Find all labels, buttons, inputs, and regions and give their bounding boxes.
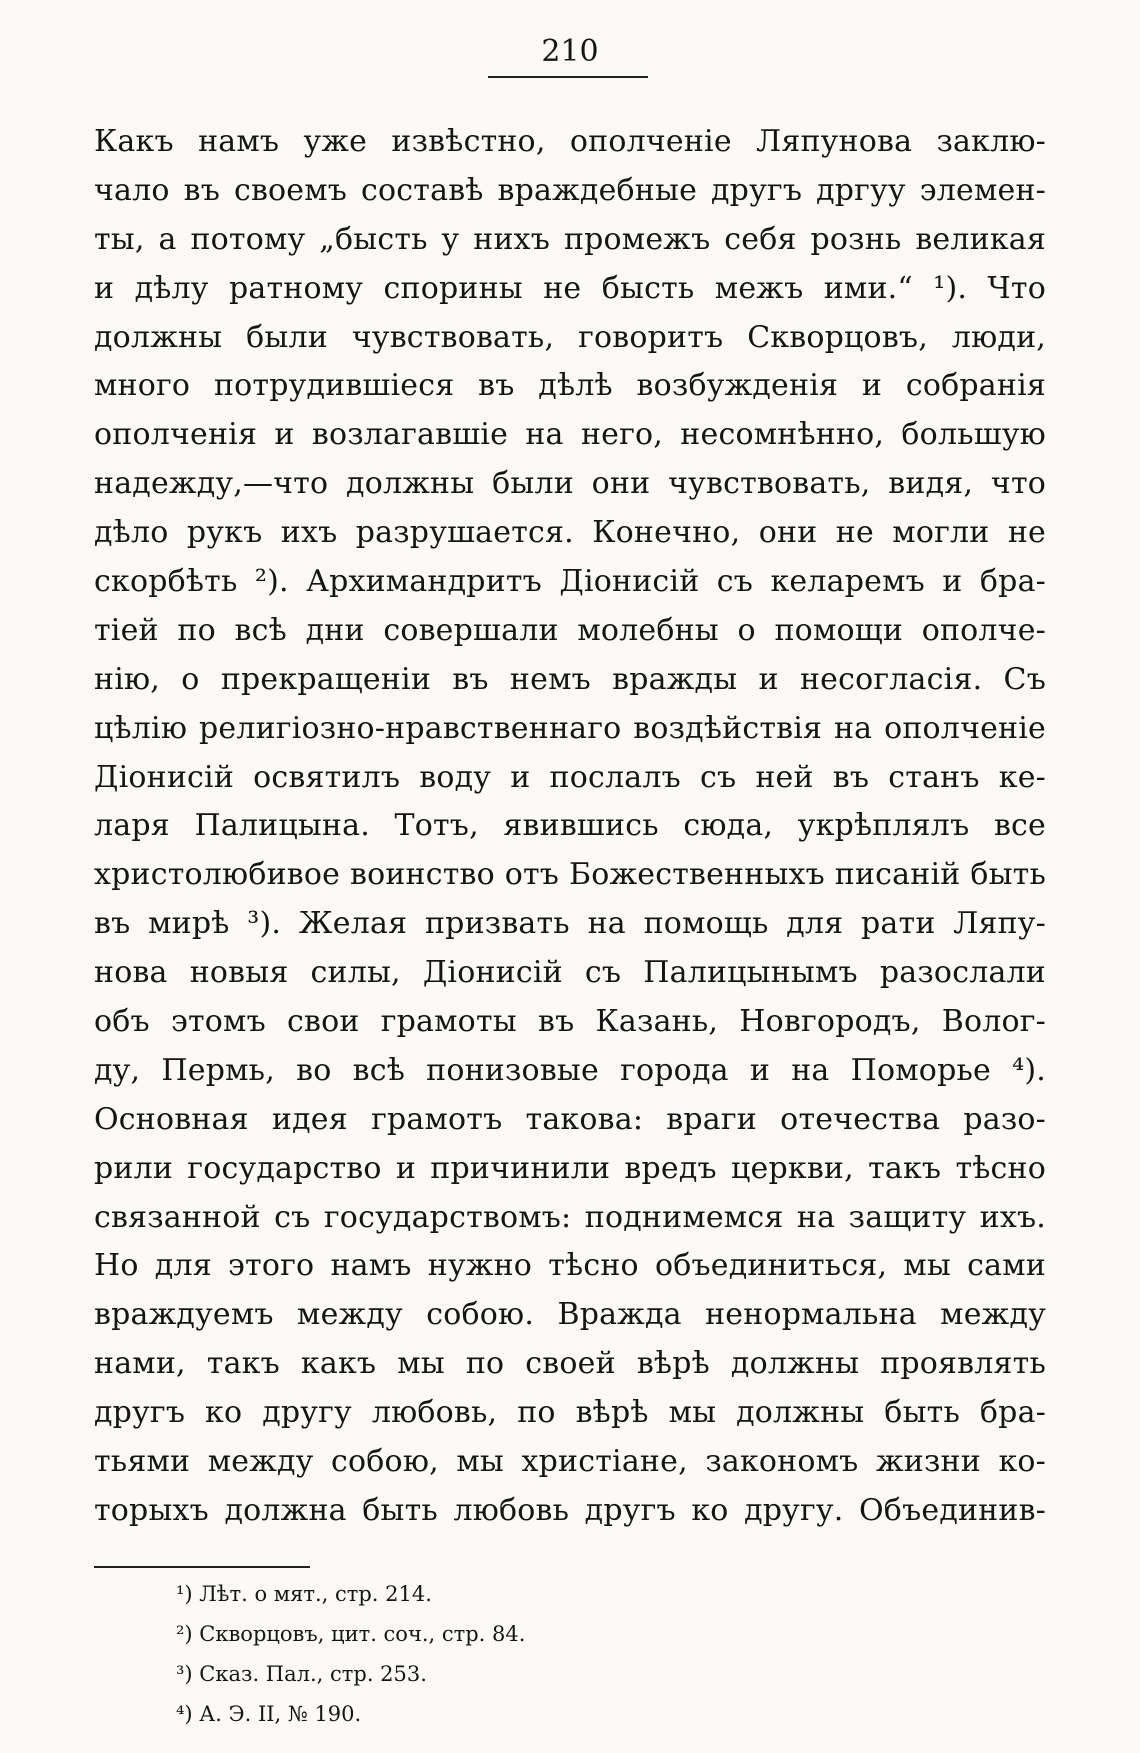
text-line: тьями между собою, мы христіане, закономъ жизни ко- [94, 1444, 1046, 1480]
footnote-rule [94, 1566, 310, 1568]
text-line: Діонисій освятилъ воду и послалъ съ ней въ станъ ке- [94, 759, 1046, 795]
text-line: скорбѣть ²). Архимандритъ Діонисій съ келаремъ и бра- [94, 564, 1046, 600]
text-line: чало въ своемъ составѣ враждебные другъ дргуу элемен- [94, 172, 1046, 208]
footnote: ²) Скворцовъ, цит. соч., стр. 84. [176, 1622, 526, 1646]
page-number: 210 [541, 34, 599, 69]
footnote: ¹) Лѣт. о мят., стр. 214. [176, 1582, 432, 1606]
text-line: ду, Пермь, во всѣ понизовые города и на Поморье ⁴). [94, 1052, 1046, 1088]
text-line: цѣлію религіозно-нравственнаго воздѣйствія на ополченіе [94, 710, 1046, 746]
text-line: другъ ко другу любовь, по вѣрѣ мы должны быть бра- [94, 1395, 1046, 1431]
text-line: въ мирѣ ³). Желая призвать на помощь для рати Ляпу- [94, 906, 1046, 942]
text-line: нами, такъ какъ мы по своей вѣрѣ должны проявлять [94, 1346, 1046, 1382]
text-line: объ этомъ свои грамоты въ Казань, Новгородъ, Волог- [94, 1004, 1046, 1040]
text-line: тіей по всѣ дни совершали молебны о помощи ополче- [94, 612, 1046, 648]
text-line: Какъ намъ уже извѣстно, ополченіе Ляпунова заклю- [94, 124, 1046, 159]
body-text [94, 118, 1046, 1536]
text-line: ополченія и возлагавшіе на него, несомнѣнно, большую [94, 417, 1046, 453]
text-line: дѣло рукъ ихъ разрушается. Конечно, они не могли не [94, 515, 1046, 551]
text-line: и дѣлу ратному спорины не бысть межъ ими.“ ¹). Что [94, 270, 1046, 306]
header-rule [488, 76, 648, 78]
footnotes [176, 1574, 876, 1734]
text-line: Но для этого намъ нужно тѣсно объединиться, мы сами [94, 1248, 1046, 1284]
text-line: рили государство и причинили вредъ церкви, такъ тѣсно [94, 1150, 1046, 1186]
text-line: должны были чувствовать, говоритъ Скворцовъ, люди, [94, 319, 1046, 355]
text-line: ларя Палицына. Тотъ, явившись сюда, укрѣплялъ все [94, 808, 1046, 844]
text-line: надежду,—что должны были они чувствовать, видя, что [94, 466, 1046, 502]
text-line: враждуемъ между собою. Вражда ненормальна между [94, 1297, 1046, 1333]
footnote: ⁴) А. Э. II, № 190. [176, 1702, 362, 1726]
text-line: связанной съ государствомъ: поднимемся на защиту ихъ. [94, 1199, 1046, 1235]
text-line: торыхъ должна быть любовь другъ ко другу. Объединив- [94, 1492, 1046, 1528]
text-line: нію, о прекращеніи въ немъ вражды и несогласія. Съ [94, 661, 1046, 697]
text-line: христолюбивое воинство отъ Божественныхъ писаній быть [94, 857, 1046, 893]
text-line: ты, а потому „бысть у нихъ промежъ себя рознь великая [94, 221, 1046, 257]
footnote: ³) Сказ. Пал., стр. 253. [176, 1662, 427, 1686]
text-line: нова новыя силы, Діонисій съ Палицынымъ разослали [94, 955, 1046, 991]
text-line: много потрудившіеся въ дѣлѣ возбужденія и собранія [94, 368, 1046, 404]
text-line: Основная идея грамотъ такова: враги отечества разо- [94, 1101, 1046, 1137]
